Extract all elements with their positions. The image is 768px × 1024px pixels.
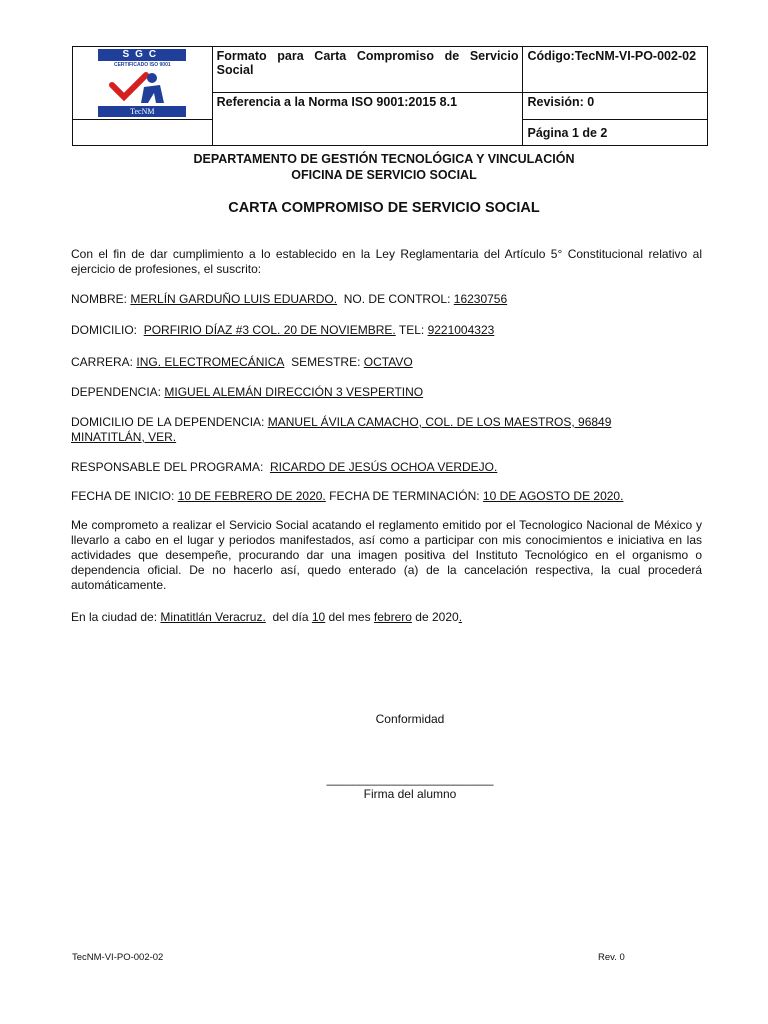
dom-dependencia-value-1: MANUEL ÁVILA CAMACHO, COL. DE LOS MAESTROS, 96849: [267, 415, 612, 429]
header-table: [72, 46, 708, 146]
norm-reference: Referencia a la Norma ISO 9001:2015 8.1: [212, 93, 523, 146]
commitment-paragraph: Me comprometo a realizar el Servicio Social acatando el reglamento emitido por el Tecnologico Nacional de México y llevarlo a cabo en el lugar y periodos manifestados, así como a participar con mis conocimientos e iniciativa en las actividades que desempeñe, procurando dar una imagen positiva del Instituto Tecnológico en el organismo o dependencia oficial. De no hacerlo así, quedo enterado (a) de la cancelación respectiva, la cual procederá automáticamente.: [71, 518, 702, 592]
responsable-row: [71, 460, 702, 475]
city-value: Minatitlán Veracruz.: [160, 610, 266, 624]
inicio-label: FECHA DE INICIO:: [71, 489, 175, 503]
inicio-value: 10 DE FEBRERO DE 2020.: [177, 489, 326, 503]
tel-value: 9221004323: [427, 323, 495, 337]
tel-label: TEL:: [398, 323, 425, 337]
month-value: febrero: [373, 610, 412, 624]
nombre-value: MERLÍN GARDUÑO LUIS EDUARDO.: [130, 292, 338, 306]
footer-code: TecNM-VI-PO-002-02: [72, 952, 164, 963]
control-label: NO. DE CONTROL:: [343, 292, 451, 306]
month-label: del mes: [328, 610, 371, 624]
semestre-label: SEMESTRE:: [291, 355, 361, 369]
termino-value: 10 DE AGOSTO DE 2020.: [482, 489, 624, 503]
nombre-row: [71, 292, 702, 307]
nombre-label: NOMBRE:: [71, 292, 128, 306]
day-label: del día: [272, 610, 309, 624]
footer-revision: Rev. 0: [598, 952, 625, 963]
semestre-value: OCTAVO: [363, 355, 413, 369]
doc-code: Código:TecNM-VI-PO-002-02: [523, 47, 708, 93]
logo-bottom-text: TecNM: [98, 106, 186, 117]
domicilio-row: [71, 323, 702, 338]
logo-top-text: SGC: [98, 49, 186, 61]
domicilio-value: PORFIRIO DÍAZ #3 COL. 20 DE NOVIEMBRE.: [143, 323, 396, 337]
day-value: 10: [311, 610, 326, 624]
dependencia-row: [71, 385, 702, 400]
department-title: DEPARTAMENTO DE GESTIÓN TECNOLÓGICA Y VINCULACIÓN: [193, 152, 575, 166]
dependencia-value: MIGUEL ALEMÁN DIRECCIÓN 3 VESPERTINO: [164, 385, 424, 399]
checkmark-figure-icon: [108, 69, 176, 105]
signature-label: Firma del alumno: [363, 787, 457, 801]
sgc-logo: [98, 49, 186, 117]
carrera-label: CARRERA:: [71, 355, 134, 369]
intro-paragraph: Con el fin de dar cumplimiento a lo establecido en la Ley Reglamentaria del Artículo 5° Constitucional relativo al ejercicio de profesiones, el suscrito:: [71, 247, 702, 276]
logo-cell: [73, 47, 213, 120]
carrera-row: [71, 355, 702, 370]
document-title: CARTA COMPROMISO DE SERVICIO SOCIAL: [228, 200, 540, 216]
responsable-value: RICARDO DE JESÚS OCHOA VERDEJO.: [269, 460, 498, 474]
format-title: Formato para Carta Compromiso de Servicio Social: [212, 47, 523, 93]
fechas-row: [71, 489, 702, 504]
control-value: 16230756: [453, 292, 508, 306]
carrera-value: ING. ELECTROMECÁNICA: [136, 355, 285, 369]
year-label: de 2020: [415, 610, 459, 624]
office-title: OFICINA DE SERVICIO SOCIAL: [291, 168, 477, 182]
logo-cell-bottom: [73, 120, 213, 146]
dom-dependencia-label: DOMICILIO DE LA DEPENDENCIA:: [71, 415, 265, 429]
conformity-label: Conformidad: [375, 712, 445, 726]
dom-dependencia-row: [71, 415, 702, 445]
domicilio-label: DOMICILIO:: [71, 323, 138, 337]
doc-page: Página 1 de 2: [523, 120, 708, 146]
logo-cert-text: CERTIFICADO ISO 9001: [113, 62, 171, 68]
place-date-row: En la ciudad de: Minatitlán Veracruz. del día 10 del mes febrero de 2020.: [71, 610, 463, 624]
dom-dependencia-value-2: MINATITLÁN, VER.: [71, 430, 177, 444]
signature-line: _________________________: [326, 772, 494, 786]
dependencia-label: DEPENDENCIA:: [71, 385, 162, 399]
doc-revision: Revisión: 0: [523, 93, 708, 120]
city-label: En la ciudad de:: [71, 610, 158, 624]
termino-label: FECHA DE TERMINACIÓN:: [329, 489, 480, 503]
responsable-label: RESPONSABLE DEL PROGRAMA:: [71, 460, 264, 474]
